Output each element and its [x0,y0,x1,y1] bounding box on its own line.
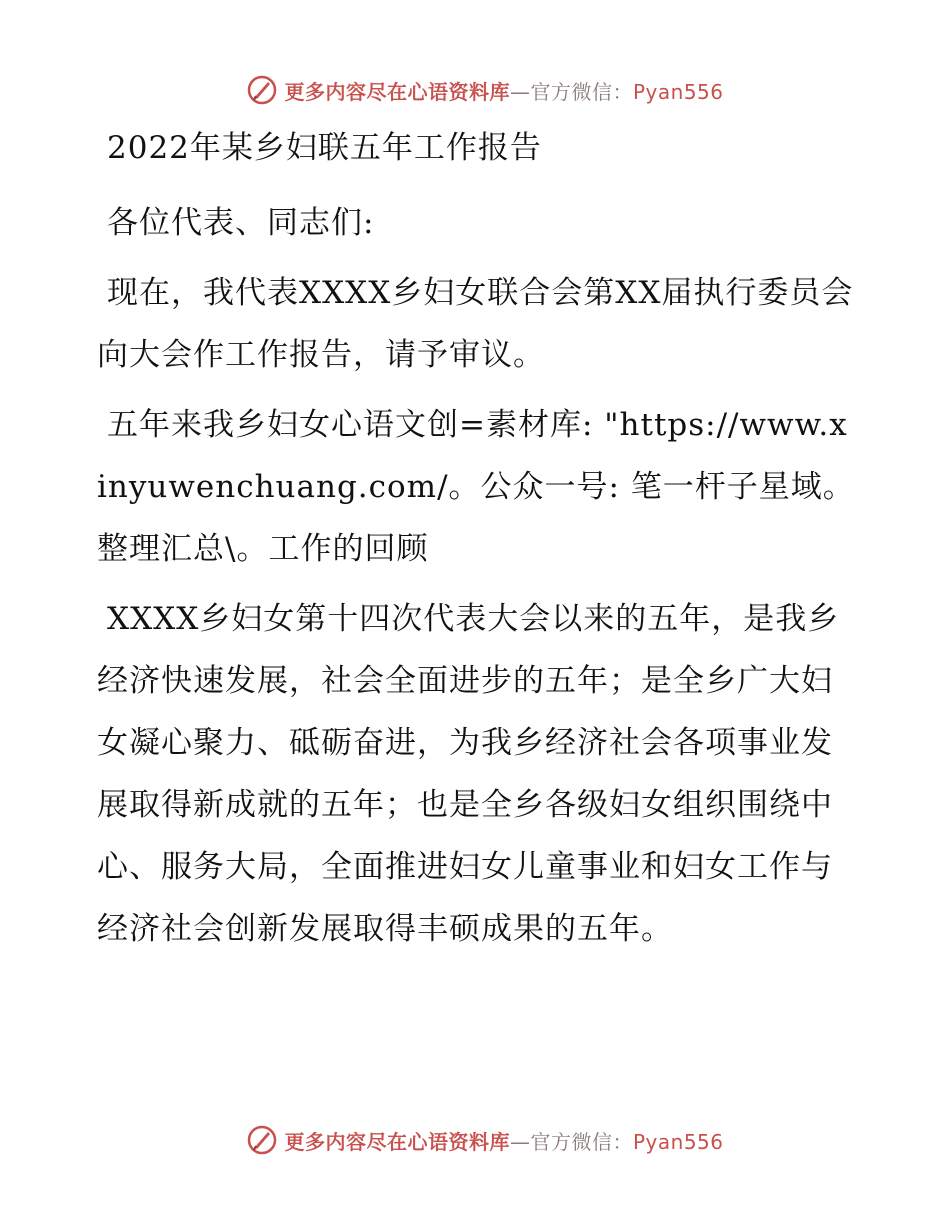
paragraph-intro: 现在，我代表XXXX乡妇女联合会第XX届执行委员会向大会作工作报告，请予审议。 [97,275,854,373]
watermark-gray-text: —官方微信： [509,1129,633,1154]
watermark-red-text: 更多内容尽在心语资料库 [284,79,510,104]
document-title: 2022年某乡妇联五年工作报告 [107,130,542,166]
watermark-gray-text: —官方微信： [509,79,633,104]
document-body [97,124,857,968]
paragraph-greeting: 各位代表、同志们: [107,205,375,241]
watermark-id-text: Pyan556 [632,1129,724,1154]
footer-watermark [0,1120,950,1160]
header-watermark [0,70,950,110]
watermark-id-text: Pyan556 [632,79,724,104]
quill-logo-icon [246,74,278,106]
watermark-red-text: 更多内容尽在心语资料库 [284,1129,510,1154]
quill-logo-icon [246,1124,278,1156]
paragraph-review-heading: 五年来我乡妇女心语文创=素材库: "https://www.xinyuwenchuang.com/。公众一号: 笔一杆子星域。整理汇总\。工作的回顾 [97,407,855,567]
paragraph-review-body: XXXX乡妇女第十四次代表大会以来的五年，是我乡经济快速发展，社会全面进步的五年；是全乡广大妇女凝心聚力、砥砺奋进，为我乡经济社会各项事业发展取得新成就的五年；也是全乡各级妇女组织围绕中心、服务大局，全面推进妇女儿童事业和妇女工作与经济社会创新发展取得丰硕成果的五年。 [97,601,840,947]
